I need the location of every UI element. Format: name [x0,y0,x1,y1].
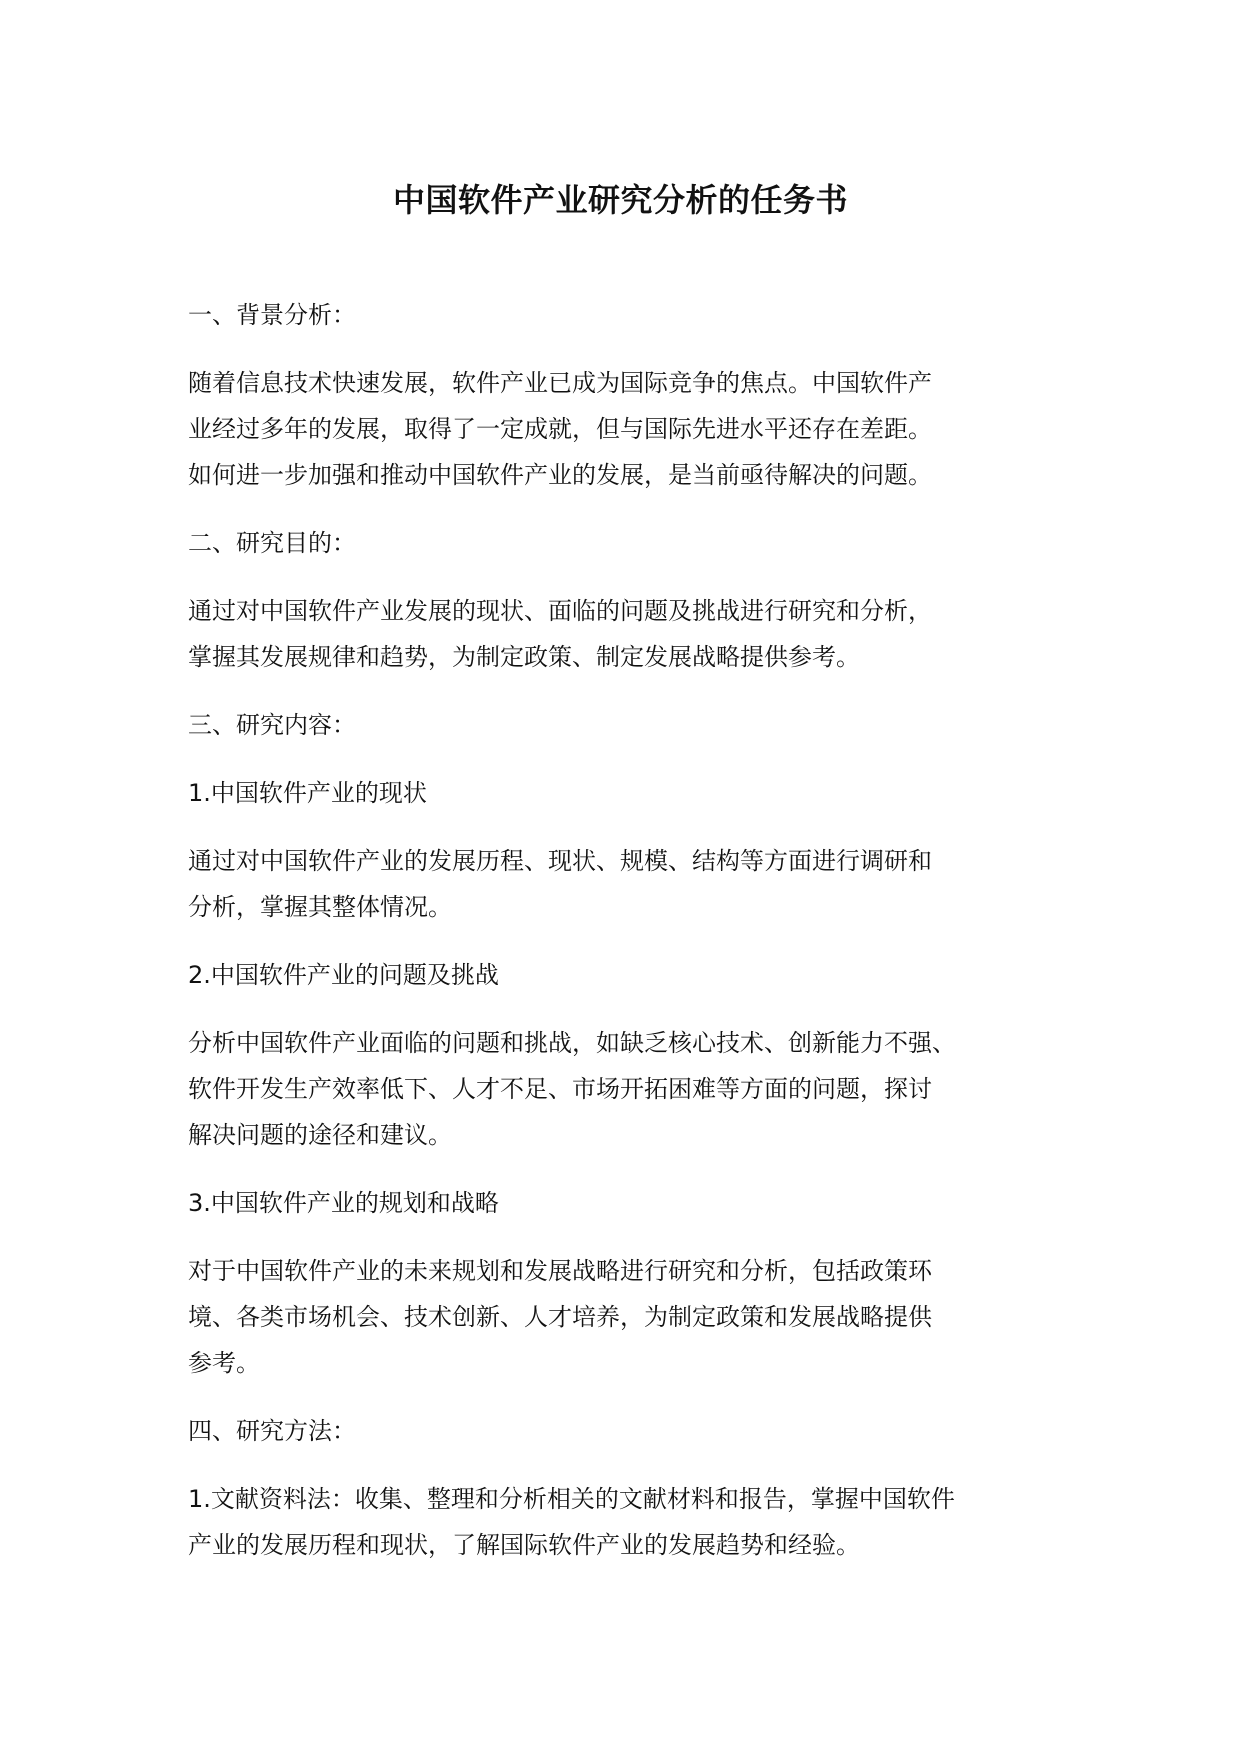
text-line: 1.文献资料法：收集、整理和分析相关的文献材料和报告，掌握中国软件 [188,1485,955,1513]
paragraph [188,1180,1068,1226]
text-line: 境、各类市场机会、技术创新、人才培养，为制定政策和发展战略提供 [188,1303,932,1331]
text-line: 业经过多年的发展，取得了一定成就，但与国际先进水平还存在差距。 [188,415,932,443]
document-body [188,292,1068,1590]
paragraph [188,770,1068,816]
paragraph [188,702,1068,748]
paragraph [188,360,1068,498]
paragraph [188,1248,1068,1386]
text-line: 掌握其发展规律和趋势，为制定政策、制定发展战略提供参考。 [188,643,860,671]
paragraph [188,838,1068,930]
text-line: 通过对中国软件产业发展的现状、面临的问题及挑战进行研究和分析， [188,597,932,625]
text-line: 软件开发生产效率低下、人才不足、市场开拓困难等方面的问题，探讨 [188,1075,932,1103]
text-line: 如何进一步加强和推动中国软件产业的发展，是当前亟待解决的问题。 [188,461,932,489]
text-line: 对于中国软件产业的未来规划和发展战略进行研究和分析，包括政策环 [188,1257,932,1285]
text-line: 3.中国软件产业的规划和战略 [188,1189,499,1217]
text-line: 三、研究内容： [188,711,356,739]
paragraph [188,1408,1068,1454]
paragraph [188,292,1068,338]
text-line: 二、研究目的： [188,529,356,557]
text-line: 分析中国软件产业面临的问题和挑战，如缺乏核心技术、创新能力不强、 [188,1029,956,1057]
text-line: 通过对中国软件产业的发展历程、现状、规模、结构等方面进行调研和 [188,847,932,875]
paragraph [188,952,1068,998]
text-line: 产业的发展历程和现状，了解国际软件产业的发展趋势和经验。 [188,1531,860,1559]
paragraph [188,1476,1068,1568]
paragraph [188,1020,1068,1158]
document-title: 中国软件产业研究分析的任务书 [392,181,848,219]
text-line: 随着信息技术快速发展，软件产业已成为国际竞争的焦点。中国软件产 [188,369,932,397]
text-line: 参考。 [188,1349,260,1377]
paragraph [188,588,1068,680]
text-line: 2.中国软件产业的问题及挑战 [188,961,499,989]
text-line: 一、背景分析： [188,301,356,329]
text-line: 分析，掌握其整体情况。 [188,893,452,921]
text-line: 四、研究方法： [188,1417,356,1445]
text-line: 1.中国软件产业的现状 [188,779,427,807]
text-line: 解决问题的途径和建议。 [188,1121,452,1149]
paragraph [188,520,1068,566]
